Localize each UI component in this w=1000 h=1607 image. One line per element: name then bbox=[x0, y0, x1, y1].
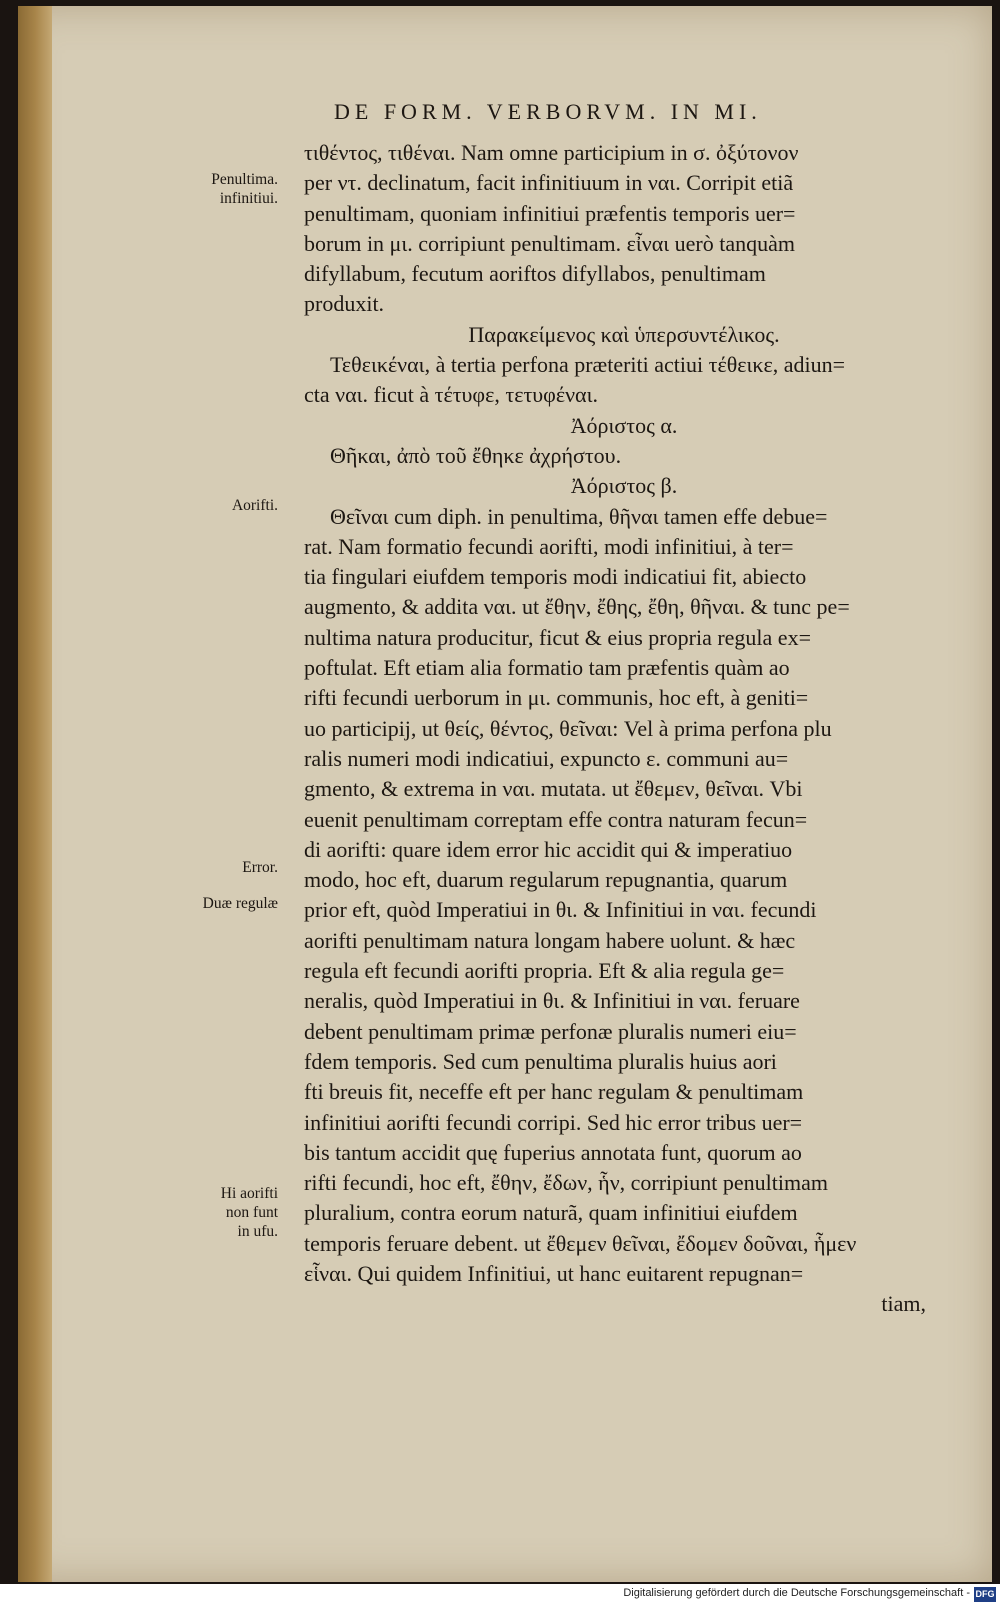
text-line: ralis numeri modi indicatiui, expuncto ε. communi au= bbox=[304, 745, 789, 771]
text-line: infinitiui aorifti fecundi corripi. Sed hic error tribus uer= bbox=[304, 1109, 803, 1135]
running-head: DE FORM. VERBORVM. IN MI. bbox=[334, 99, 762, 124]
catchword: tiam, bbox=[881, 1291, 926, 1317]
text-line: euenit penultimam correptam effe contra naturam fecun= bbox=[304, 806, 808, 832]
book-spine-edge bbox=[18, 6, 52, 1582]
text-line: bis tantum accidit quę fuperius annotata funt, quorum ao bbox=[304, 1139, 802, 1165]
text-line: gmento, & extrema in ναι. mutata. ut ἔθεμεν, θεῖναι. Vbi bbox=[304, 776, 803, 802]
text-line: debent penultimam primæ perfonæ pluralis numeri eiu= bbox=[304, 1018, 797, 1044]
funding-credit: Digitalisierung gefördert durch die Deutsche Forschungsgemeinschaft - bbox=[623, 1587, 970, 1599]
text-line: pluralium, contra eorum naturã, quam infinitiui eiufdem bbox=[304, 1200, 798, 1226]
margin-note-line: Error. bbox=[242, 859, 278, 876]
text-line: rifti fecundi, hoc eft, ἔθην, ἔδων, ἧν, corripiunt penultimam bbox=[304, 1170, 828, 1196]
margin-note bbox=[168, 894, 278, 913]
text-line: poftulat. Eft etiam alia formatio tam præfentis quàm ao bbox=[304, 655, 790, 681]
text-line: produxit. bbox=[304, 291, 385, 317]
margin-note bbox=[168, 496, 278, 515]
text-line: Τεθεικέναι, à tertia perfona præteriti actiui τέθεικε, adiun= bbox=[330, 352, 846, 378]
text-line: τιθέντος, τιθέναι. Nam omne participium in σ. ὀξύτονον bbox=[304, 140, 799, 165]
text-line: Θῆκαι, ἀπὸ τοῦ ἔθηκε ἀχρήστου. bbox=[330, 442, 622, 468]
text-line: Θεῖναι cum diph. in penultima, θῆναι tamen effe debue= bbox=[330, 503, 828, 529]
text-line: neralis, quòd Imperatiui in θι. & Infinitiui in ναι. feruare bbox=[304, 988, 800, 1014]
dfg-logo: DFG bbox=[974, 1587, 996, 1602]
margin-note-line: Penultima. bbox=[211, 171, 278, 188]
margin-note-line: non funt bbox=[225, 1204, 278, 1221]
text-line: per ντ. declinatum, facit infinitiuum in ναι. Corripit etiã bbox=[304, 170, 794, 196]
text-line: rat. Nam formatio fecundi aorifti, modi infinitiui, à ter= bbox=[304, 533, 794, 559]
margin-note-line: Aorifti. bbox=[231, 497, 278, 514]
margin-note bbox=[168, 858, 278, 877]
text-line: temporis feruare debent. ut ἔθεμεν θεῖναι, ἔδομεν δοῦναι, ἧμεν bbox=[304, 1230, 857, 1256]
text-line: aorifti penultimam natura longam habere uolunt. & hæc bbox=[304, 927, 796, 953]
margin-note bbox=[168, 1184, 278, 1241]
text-line: borum in μι. corripiunt penultimam. εἶναι uerò tanquàm bbox=[304, 230, 796, 256]
body-text bbox=[304, 138, 944, 1320]
margin-note-line: Hi aorifti bbox=[220, 1185, 278, 1202]
text-line: cta ναι. ficut à τέτυφε, τετυφέναι. bbox=[304, 382, 599, 408]
section-heading: Παρακείμενος καὶ ὑπερσυντέλικος. bbox=[468, 321, 780, 347]
book-page bbox=[18, 6, 992, 1582]
margin-note-line: Duæ regulæ bbox=[202, 895, 278, 912]
text-line: regula eft fecundi aorifti propria. Eft & alia regula ge= bbox=[304, 958, 785, 984]
margin-note-line: in ufu. bbox=[237, 1223, 278, 1240]
text-line: uo participij, ut θείς, θέντος, θεῖναι: Vel à prima perfona plu bbox=[304, 715, 832, 741]
text-line: rifti fecundi uerborum in μι. communis, hoc eft, à geniti= bbox=[304, 685, 809, 711]
margin-note bbox=[168, 170, 278, 208]
text-line: tia fingulari eiufdem temporis modi indicatiui fit, abiecto bbox=[304, 564, 807, 590]
section-heading: Ἀόριστος α. bbox=[570, 412, 678, 438]
text-line: fdem temporis. Sed cum penultima pluralis huius aori bbox=[304, 1048, 777, 1074]
text-line: penultimam, quoniam infinitiui præfentis temporis uer= bbox=[304, 200, 796, 226]
text-line: εἷναι. Qui quidem Infinitiui, ut hanc euitarent repugnan= bbox=[304, 1260, 804, 1286]
margin-note-line: infinitiui. bbox=[219, 190, 278, 207]
text-line: nultima natura producitur, ficut & eius propria regula ex= bbox=[304, 624, 811, 650]
section-heading: Ἀόριστος β. bbox=[570, 473, 678, 499]
text-line: fti breuis fit, neceffe eft per hanc regulam & penultimam bbox=[304, 1079, 804, 1105]
text-line: augmento, & addita ναι. ut ἔθην, ἔθης, ἔθη, θῆναι. & tunc pe= bbox=[304, 594, 850, 620]
digitization-footer bbox=[0, 1584, 1000, 1607]
text-line: difyllabum, fecutum aoriftos difyllabos, penultimam bbox=[304, 261, 766, 287]
text-line: modo, hoc eft, duarum regularum repugnantia, quarum bbox=[304, 867, 788, 893]
text-line: prior eft, quòd Imperatiui in θι. & Infinitiui in ναι. fecundi bbox=[304, 897, 817, 923]
text-line: di aorifti: quare idem error hic accidit qui & imperatiuo bbox=[304, 836, 793, 862]
